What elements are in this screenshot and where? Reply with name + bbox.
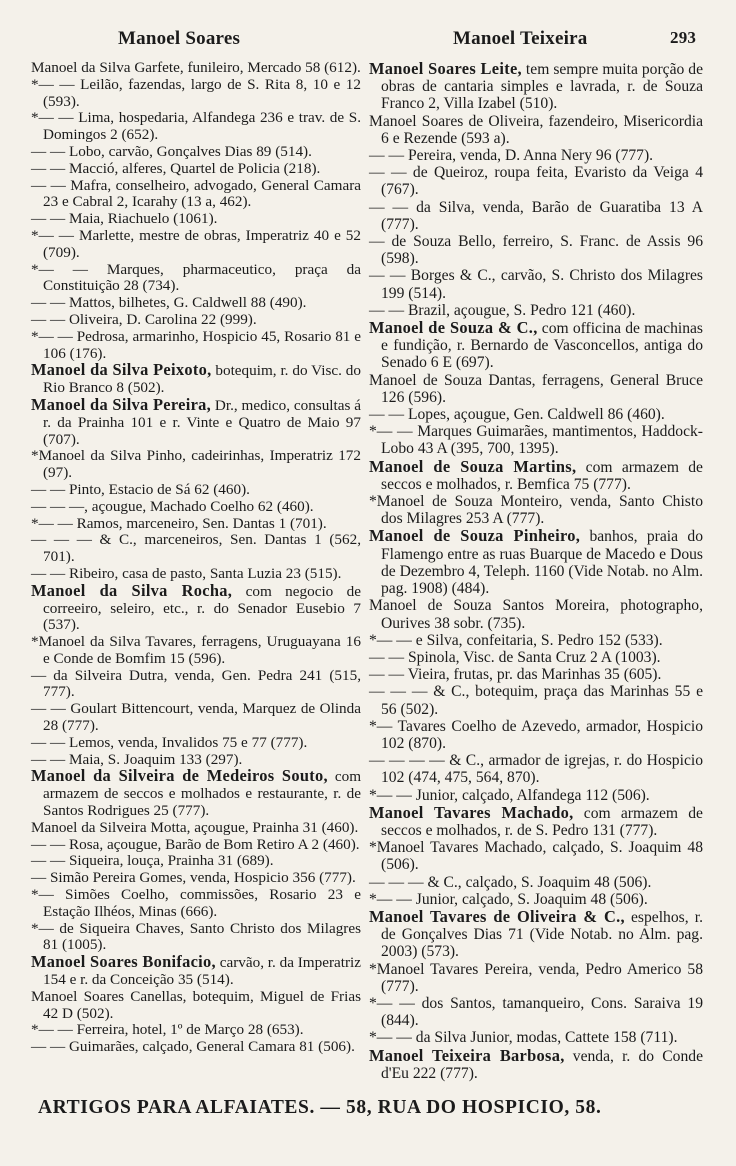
- entry-name-bold: Manoel Tavares Machado,: [369, 802, 574, 822]
- entry-name-bold: Manoel Tavares de Oliveira & C.,: [369, 906, 625, 926]
- entry-name-bold: Manoel Soares Bonifacio,: [31, 952, 216, 972]
- entry-text: com armazem de seccos e molhados e restaurante, r. de Santos Rodrigues 25 (777).: [43, 768, 362, 820]
- entry-text: Manoel Soares Canellas, botequim, Miguel de Frias 42 D (502).: [31, 987, 361, 1022]
- entry-text: Manoel Soares de Oliveira, fazendeiro, Misericordia 6 e Rezende (593 a).: [369, 112, 703, 147]
- entry-text: *— — Marques Guimarães, mantimentos, Haddock-Lobo 43 A (395, 700, 1395).: [369, 423, 703, 458]
- entry-text: *— — da Silva Junior, modas, Cattete 158 (711).: [369, 1029, 678, 1047]
- directory-entry: [369, 319, 703, 372]
- entry-text: — de Souza Bello, ferreiro, S. Franc. de Assis 96 (598).: [369, 233, 703, 268]
- directory-entry: [31, 211, 361, 228]
- entry-text: — — da Silva, venda, Barão de Guaratiba 13 A (777).: [369, 198, 703, 233]
- left-column: [31, 60, 361, 1056]
- entry-name-bold: Manoel da Silva Peixoto,: [31, 360, 212, 380]
- directory-entry: [31, 870, 361, 887]
- directory-entry: [369, 493, 703, 527]
- directory-entry: [31, 394, 361, 448]
- entry-text: — — — & C., calçado, S. Joaquim 48 (506).: [369, 873, 652, 891]
- directory-entry: [369, 891, 703, 908]
- entry-text: — — Rosa, açougue, Barão de Bom Retiro A 2 (460).: [31, 835, 360, 853]
- entry-text: — — Lemos, venda, Invalidos 75 e 77 (777).: [31, 733, 308, 751]
- entry-text: — — Pinto, Estacio de Sá 62 (460).: [31, 480, 250, 498]
- entry-text: Manoel da Silveira Motta, açougue, Prainha 31 (460).: [31, 818, 359, 836]
- directory-entry: [31, 954, 361, 989]
- entry-text: — — de Queiroz, roupa feita, Evaristo da Veiga 4 (767).: [369, 164, 703, 199]
- entry-text: *Manoel Tavares Pereira, venda, Pedro Americo 58 (777).: [369, 960, 703, 995]
- directory-entry: [369, 666, 703, 683]
- entry-text: — — Macció, alferes, Quartel de Policia (218).: [31, 159, 321, 177]
- entry-text: Manoel da Silva Garfete, funileiro, Mercado 58 (612).: [31, 59, 361, 76]
- directory-entry: [369, 961, 703, 995]
- entry-text: botequim, r. do Visc. do Rio Branco 8 (502).: [43, 362, 361, 397]
- directory-entry: [369, 458, 703, 493]
- entry-text: com officina de machinas e fundição, r. Bernardo de Vasconcellos, antiga do Senado 6 E (697).: [381, 320, 703, 372]
- entry-text: *Manoel Tavares Machado, calçado, S. Joaquim 48 (506).: [369, 839, 703, 874]
- running-head-left: Manoel Soares: [118, 28, 241, 49]
- directory-entry: [31, 362, 361, 397]
- entry-text: com negocio de correeiro, seleiro, etc., r. do Senador Eusebio 7 (537).: [43, 582, 362, 634]
- directory-entry: [31, 701, 361, 735]
- entry-text: — da Silveira Dutra, venda, Gen. Pedra 241 (515, 777).: [31, 666, 361, 701]
- directory-entry: [31, 262, 361, 296]
- directory-entry: [31, 178, 361, 212]
- directory-entry: [31, 989, 361, 1023]
- entry-text: *Manoel da Silva Pinho, cadeirinhas, Imperatriz 172 (97).: [31, 447, 361, 482]
- directory-entry: [369, 683, 703, 717]
- entry-text: — — Lobo, carvão, Gonçalves Dias 89 (514).: [31, 142, 312, 160]
- directory-entry: [31, 295, 361, 312]
- directory-entry: [31, 161, 361, 178]
- directory-entry: [369, 752, 703, 786]
- entry-text: — — Siqueira, louça, Prainha 31 (689).: [31, 852, 274, 870]
- directory-entry: [369, 718, 703, 752]
- entry-name-bold: Manoel de Souza & C.,: [369, 318, 538, 338]
- entry-text: *— — Pedrosa, armarinho, Hospicio 45, Rosario 81 e 106 (176).: [31, 327, 361, 362]
- entry-text: carvão, r. da Imperatriz 154 e r. da Conceição 35 (514).: [43, 954, 361, 989]
- directory-entry: [31, 853, 361, 870]
- directory-entry: [31, 482, 361, 499]
- directory-entry: [31, 1022, 361, 1039]
- entry-name-bold: Manoel Soares Leite,: [369, 59, 522, 78]
- entry-text: *— Tavares Coelho de Azevedo, armador, Hospicio 102 (870).: [369, 717, 703, 752]
- entry-text: espelhos, r. de Gonçalves Dias 71 (Vide Notab. no Alm. pag. 2003) (573).: [381, 908, 703, 961]
- directory-entry: [369, 164, 703, 198]
- entry-text: — — Mattos, bilhetes, G. Caldwell 88 (490).: [31, 294, 307, 312]
- entry-text: — — Ribeiro, casa de pasto, Santa Luzia 23 (515).: [31, 564, 342, 582]
- directory-entry: [31, 77, 361, 111]
- entry-text: — — — — & C., armador de igrejas, r. do Hospicio 102 (474, 475, 564, 870).: [369, 752, 703, 787]
- entry-text: — — Spinola, Visc. de Santa Cruz 2 A (1003).: [369, 648, 661, 666]
- entry-text: *— — dos Santos, tamanqueiro, Cons. Saraiva 19 (844).: [369, 994, 703, 1030]
- directory-entry: [369, 1029, 703, 1046]
- directory-entry: [369, 267, 703, 301]
- entry-text: Dr., medico, consultas á r. da Prainha 101 e r. Vinte e Quatro de Maio 97 (707).: [43, 396, 361, 448]
- footer-advertisement: ARTIGOS PARA ALFAIATES. — 58, RUA DO HOSPICIO, 58.: [38, 1097, 602, 1118]
- entry-text: *— — Lima, hospedaria, Alfandega 236 e trav. de S. Domingos 2 (652).: [31, 109, 361, 144]
- directory-entry: [369, 372, 703, 406]
- entry-name-bold: Manoel da Silva Rocha,: [31, 580, 233, 600]
- directory-entry: [369, 1047, 703, 1082]
- directory-entry: [31, 448, 361, 482]
- directory-entry: [31, 634, 361, 668]
- directory-entry: [369, 527, 703, 597]
- entry-text: *— — e Silva, confeitaria, S. Pedro 152 (533).: [369, 631, 663, 649]
- entry-name-bold: Manoel da Silva Pereira,: [31, 394, 212, 414]
- directory-entry: [31, 735, 361, 752]
- entry-text: — — — & C., botequim, praça das Marinhas 55 e 56 (502).: [369, 683, 703, 718]
- entry-text: com armazem de seccos e molhados, r. de S. Pedro 131 (777).: [381, 804, 703, 839]
- directory-entry: [369, 233, 703, 267]
- entry-text: — — — & C., marceneiros, Sen. Dantas 1 (562, 701).: [31, 531, 361, 566]
- directory-entry: [31, 228, 361, 262]
- entry-text: — — Oliveira, D. Carolina 22 (999).: [31, 310, 257, 328]
- directory-entry: [31, 110, 361, 144]
- directory-entry: [31, 820, 361, 837]
- entry-text: *— — Leilão, fazendas, largo de S. Rita 8, 10 e 12 (593).: [31, 75, 361, 110]
- entry-text: *Manoel de Souza Monteiro, venda, Santo Chisto dos Milagres 253 A (777).: [369, 493, 703, 528]
- entry-text: *— — Junior, calçado, Alfandega 112 (506).: [369, 786, 650, 804]
- entry-text: — — —, açougue, Machado Coelho 62 (460).: [31, 497, 314, 515]
- directory-entry: [369, 874, 703, 891]
- entry-text: *— — Marques, pharmaceutico, praça da Constituição 28 (734).: [31, 260, 361, 295]
- entry-text: tem sempre muita porção de obras de cantaria simples e lavrada, r. de Souza Franco 2, Villa Izabel (510).: [381, 61, 704, 113]
- entry-text: Manoel de Souza Dantas, ferragens, General Bruce 126 (596).: [369, 371, 703, 406]
- entry-text: *— — Marlette, mestre de obras, Imperatriz 40 e 52 (709).: [31, 226, 361, 261]
- directory-entry: [31, 1039, 361, 1056]
- directory-entry: [369, 60, 703, 113]
- directory-entry: [31, 516, 361, 533]
- directory-entry: [369, 113, 703, 147]
- entry-text: — — Brazil, açougue, S. Pedro 121 (460).: [369, 301, 636, 319]
- entry-text: — Simão Pereira Gomes, venda, Hospicio 356 (777).: [31, 869, 356, 887]
- directory-entry: [31, 144, 361, 161]
- entry-text: — — Lopes, açougue, Gen. Caldwell 86 (460).: [369, 406, 665, 424]
- entry-text: *Manoel da Silva Tavares, ferragens, Uruguayana 16 e Conde de Bomfim 15 (596).: [31, 633, 361, 667]
- entry-text: *— — Junior, calçado, S. Joaquim 48 (506).: [369, 890, 648, 908]
- entry-text: *— — Ferreira, hotel, 1º de Março 28 (653).: [31, 1021, 304, 1039]
- directory-entry: [369, 199, 703, 233]
- entry-text: *— Simões Coelho, commissões, Rosario 23 e Estação Ilhéos, Minas (666).: [31, 886, 361, 920]
- directory-entry: [31, 329, 361, 363]
- directory-entry: [31, 60, 361, 77]
- entry-text: — — Borges & C., carvão, S. Christo dos Milagres 199 (514).: [369, 267, 703, 302]
- entry-text: — — Guimarães, calçado, General Camara 81 (506).: [31, 1038, 355, 1056]
- directory-entry: [369, 804, 703, 839]
- directory-entry: [369, 147, 703, 164]
- entry-text: *— — Ramos, marceneiro, Sen. Dantas 1 (701).: [31, 514, 327, 532]
- page-number: 293: [670, 28, 697, 47]
- directory-entry: [369, 406, 703, 423]
- directory-entry: [369, 423, 703, 457]
- directory-entry: [369, 302, 703, 319]
- running-head-right: Manoel Teixeira: [453, 28, 588, 49]
- directory-entry: [31, 499, 361, 516]
- entry-text: — — Pereira, venda, D. Anna Nery 96 (777).: [369, 147, 654, 165]
- entry-name-bold: Manoel de Souza Pinheiro,: [369, 526, 581, 546]
- directory-entry: [369, 632, 703, 649]
- directory-entry: [369, 787, 703, 804]
- entry-text: — — Maia, S. Joaquim 133 (297).: [31, 750, 243, 768]
- entry-name-bold: Manoel de Souza Martins,: [369, 456, 577, 476]
- directory-entry: [31, 837, 361, 854]
- directory-entry: [31, 532, 361, 566]
- entry-text: banhos, praia do Flamengo entre as ruas Buarque de Macedo e Dous de Dezembro 4, Teleph. 1160 (Vide Notab. no Alm. pag. 1908) (484).: [381, 528, 703, 598]
- directory-entry: [369, 839, 703, 873]
- entry-name-bold: Manoel Teixeira Barbosa,: [369, 1045, 565, 1065]
- directory-entry: [31, 768, 361, 819]
- entry-name-bold: Manoel da Silveira de Medeiros Souto,: [31, 766, 328, 786]
- directory-entry: [369, 649, 703, 666]
- entry-text: venda, r. do Conde d'Eu 222 (777).: [381, 1047, 703, 1082]
- entry-text: Manoel de Souza Santos Moreira, photographo, Ourives 38 sobr. (735).: [369, 597, 703, 632]
- directory-entry: [369, 597, 703, 631]
- entry-text: — — Maia, Riachuelo (1061).: [31, 210, 218, 228]
- entry-text: com armazem de seccos e molhados, r. Bemfica 75 (777).: [381, 458, 703, 493]
- directory-entry: [31, 887, 361, 921]
- directory-entry: [31, 921, 361, 955]
- directory-entry: [369, 995, 703, 1029]
- entry-text: — — Mafra, conselheiro, advogado, General Camara 23 e Cabral 2, Icarahy (13 a, 462).: [31, 176, 361, 211]
- directory-entry: [31, 668, 361, 702]
- directory-entry: [31, 312, 361, 329]
- entry-text: — — Vieira, frutas, pr. das Marinhas 35 (605).: [369, 666, 662, 684]
- directory-entry: [31, 580, 362, 634]
- directory-entry: [369, 908, 703, 961]
- right-column: [369, 60, 703, 1082]
- entry-text: *— de Siqueira Chaves, Santo Christo dos Milagres 81 (1005).: [31, 919, 361, 954]
- entry-text: — — Goulart Bittencourt, venda, Marquez de Olinda 28 (777).: [31, 700, 361, 735]
